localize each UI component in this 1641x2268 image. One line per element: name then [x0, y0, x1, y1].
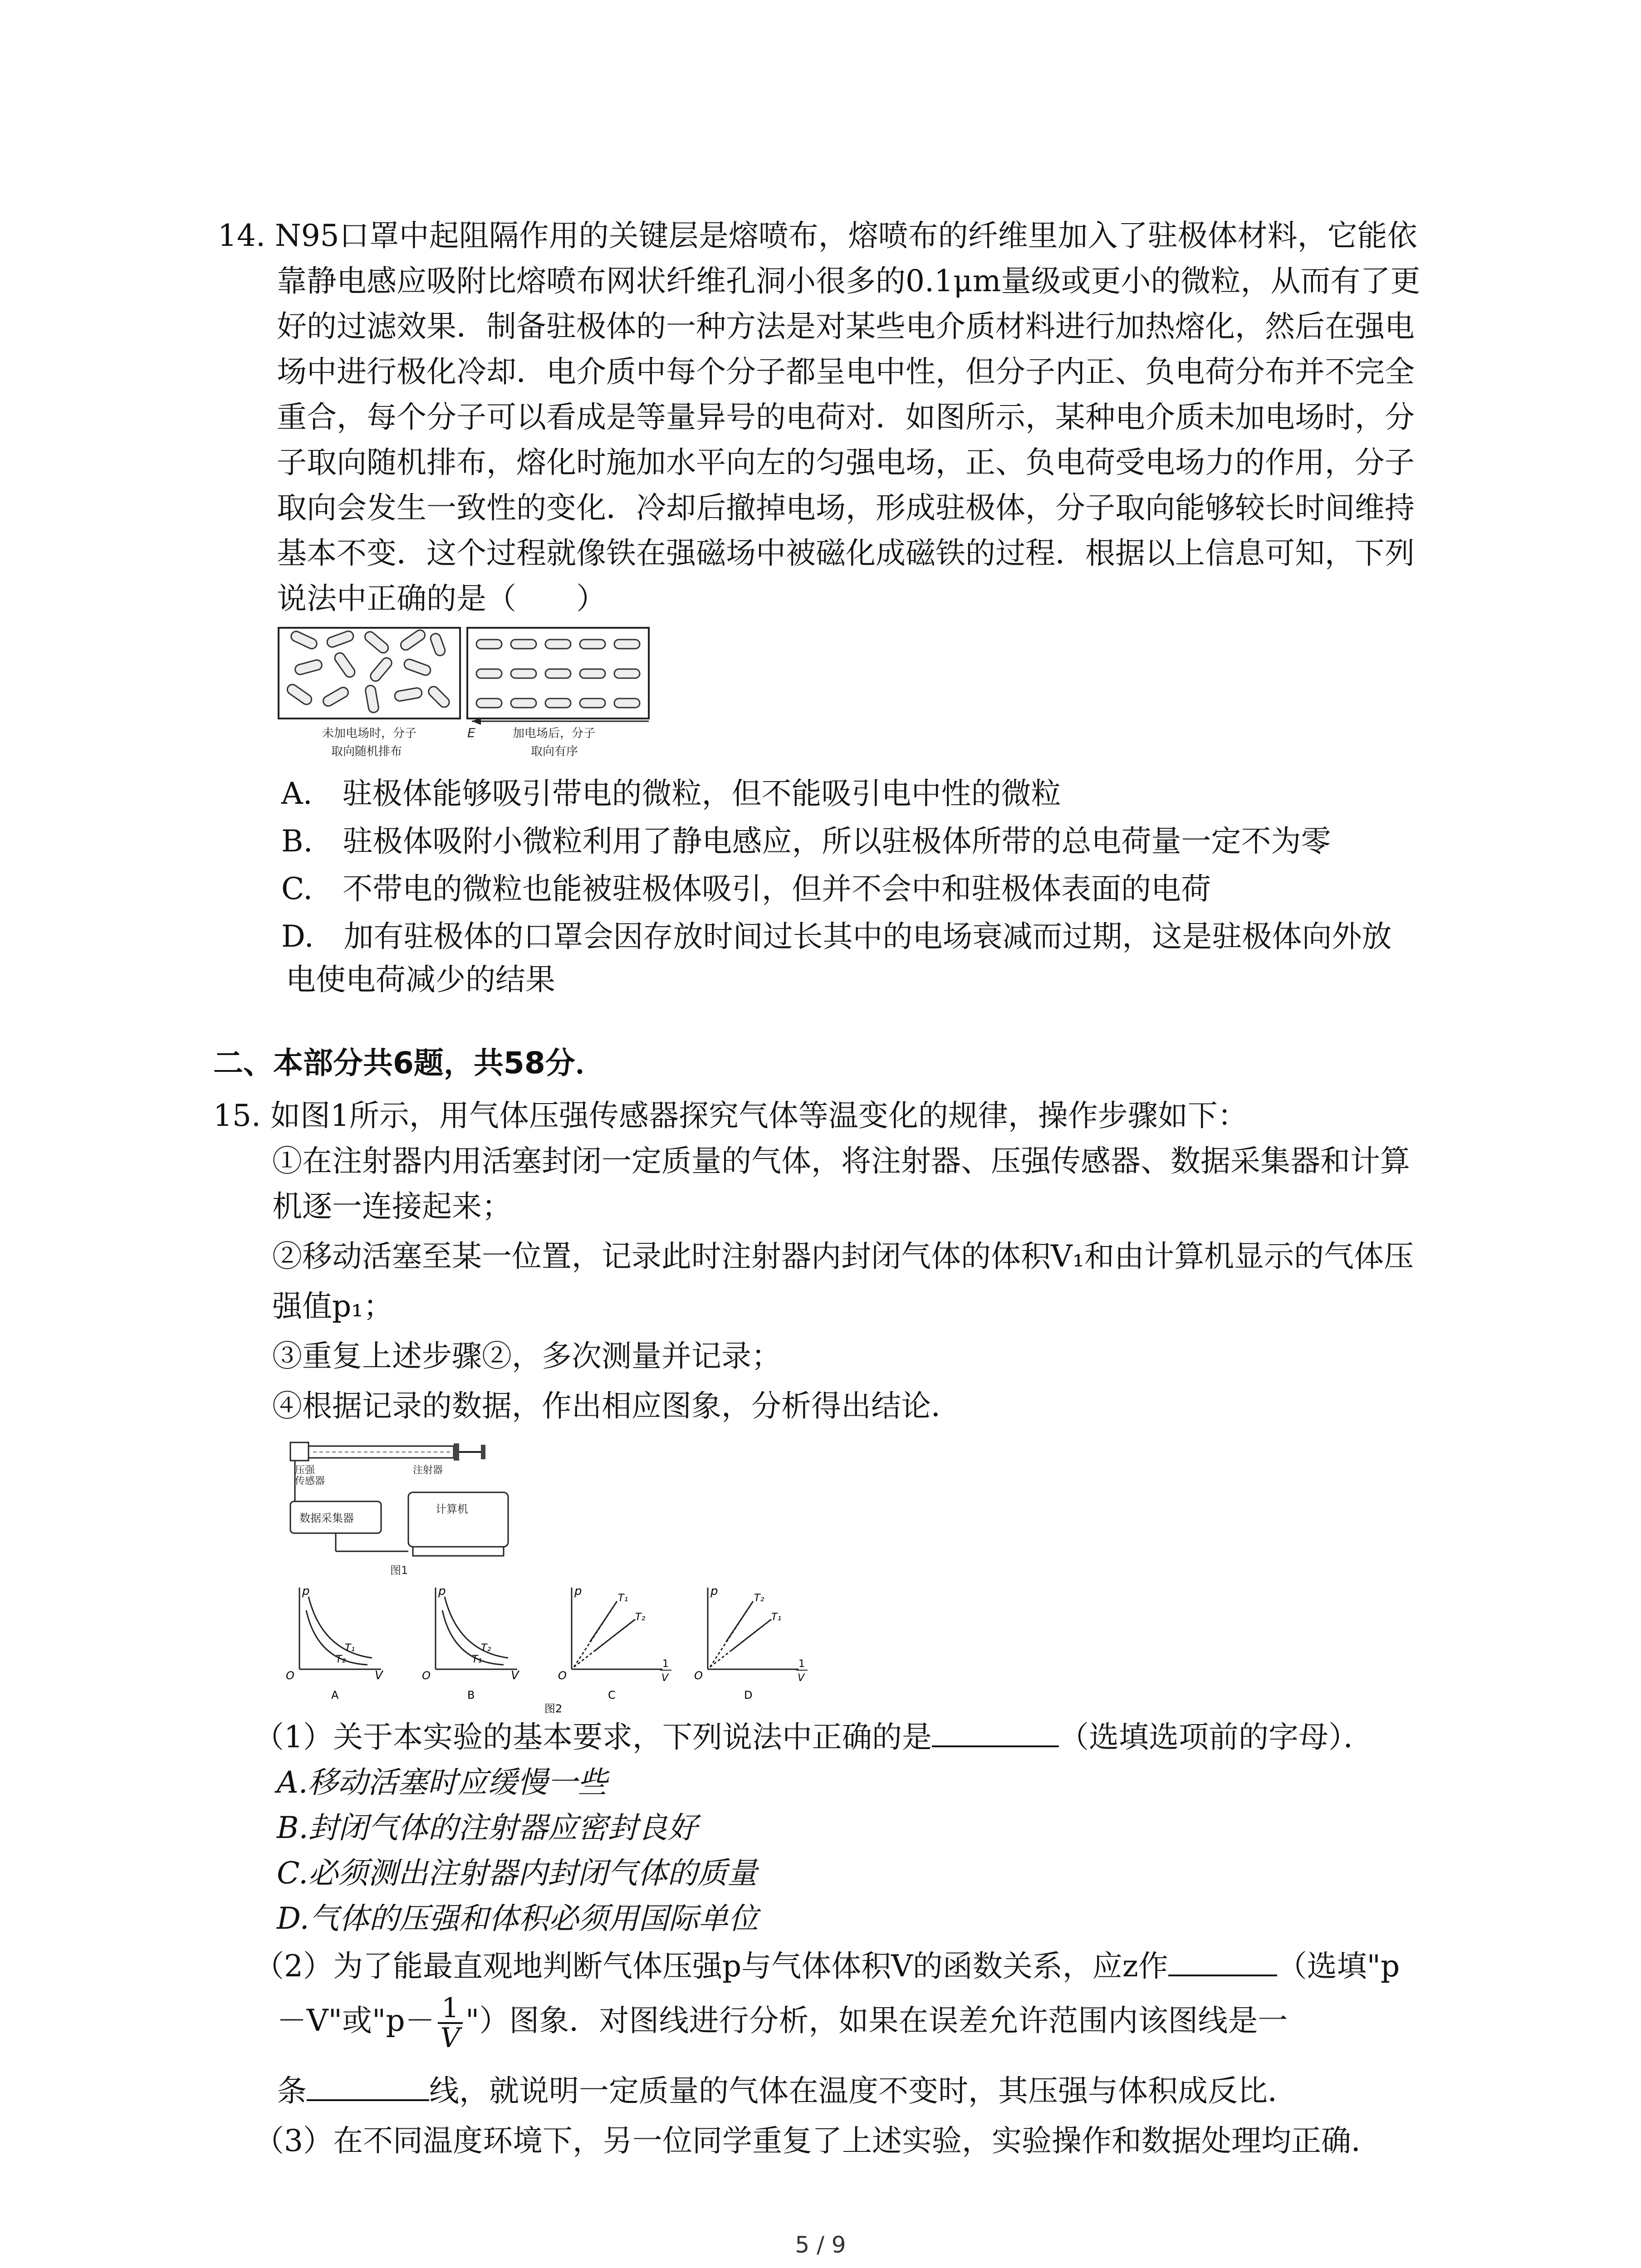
graph-a-origin: O — [286, 1669, 294, 1682]
left-caption-2: 取向随机排布 — [331, 745, 402, 758]
q15-step1b: 机逐一连接起来； — [272, 1189, 512, 1224]
page-number: 5 / 9 — [795, 2232, 846, 2258]
apparatus-figure — [281, 1433, 535, 1579]
q15-step1a: ①在注射器内用活塞封闭一定质量的气体，将注射器、压强传感器、数据采集器和计算 — [272, 1144, 1410, 1178]
graph-a-label: A — [331, 1689, 339, 1701]
q15-part2-text: （2）为了能最直观地判断气体压强p与气体体积V的函数关系，应z作 — [254, 1949, 1168, 1984]
graph-b-x: V — [511, 1669, 519, 1682]
graphs-figure — [272, 1579, 839, 1715]
q14-option-b: B. 驻极体吸附小微粒利用了静电感应，所以驻极体所带的总电荷量一定不为零 — [281, 824, 1331, 859]
q14-line-9: 说法中正确的是（ ） — [277, 581, 606, 616]
q14-line-1: 14. N95口罩中起阻隔作用的关键层是熔喷布，熔喷布的纤维里加入了驻极体材料，它能依 — [218, 218, 1417, 253]
computer-label: 计算机 — [436, 1503, 468, 1515]
fraction-denominator: V — [440, 2022, 460, 2054]
graph-d-t1: T₁ — [771, 1612, 782, 1623]
sensor-label-2: 传感器 — [295, 1476, 325, 1487]
q15-part1-option-a: A.移动活塞时应缓慢一些 — [277, 1765, 607, 1800]
figure-2-caption: 图2 — [544, 1702, 563, 1715]
graph-c — [558, 1584, 671, 1701]
q15-part2-line3b: 线，就说明一定质量的气体在温度不变时，其压强与体积成反比． — [429, 2073, 1298, 2108]
q15-part3: （3）在不同温度环境下，另一位同学重复了上述实验，实验操作和数据处理均正确． — [254, 2123, 1381, 2158]
q15-step4: ④根据记录的数据，作出相应图象，分析得出结论． — [272, 1388, 961, 1423]
graph-b-label: B — [467, 1689, 475, 1701]
q14-line-5: 重合，每个分子可以看成是等量异号的电荷对．如图所示，某种电介质未加电场时，分 — [277, 400, 1415, 435]
fraction-numerator: 1 — [438, 1994, 463, 2024]
q14-option-c: C. 不带电的微粒也能被驻极体吸引，但并不会中和驻极体表面的电荷 — [281, 871, 1211, 906]
graph-a-x: V — [375, 1669, 383, 1682]
graph-c-t2: T₂ — [635, 1612, 646, 1623]
graph-b-y: p — [438, 1584, 446, 1598]
graph-a-t1: T₁ — [345, 1642, 355, 1654]
graph-a-t2: T₂ — [336, 1654, 346, 1665]
field-label-e: E — [467, 725, 475, 740]
collector-label: 数据采集器 — [299, 1512, 354, 1525]
q14-line-2: 靠静电感应吸附比熔喷布网状纤维孔洞小很多的0.1μm量级或更小的微粒，从而有了更 — [277, 264, 1421, 298]
q15-part2-line1 — [254, 1944, 1400, 1989]
graph-c-x-den: V — [661, 1672, 669, 1684]
graph-c-t1: T₁ — [618, 1593, 628, 1604]
q15-part2-blank-2[interactable] — [307, 2069, 429, 2101]
q15-part1-option-b: B.封闭气体的注射器应密封良好 — [277, 1810, 698, 1845]
q15-part1-blank[interactable] — [932, 1716, 1059, 1747]
graph-d-origin: O — [694, 1669, 703, 1682]
graph-d-label: D — [744, 1689, 753, 1701]
graph-b — [422, 1584, 520, 1701]
left-caption-1: 未加电场时，分子 — [322, 727, 417, 740]
one-over-v-fraction — [438, 1994, 463, 2052]
q15-part1-text: （1）关于本实验的基本要求，下列说法中正确的是 — [254, 1720, 932, 1755]
q14-option-d-cont: 电使电荷减少的结果 — [286, 962, 555, 997]
q15-part2-line3 — [277, 2068, 1298, 2114]
q14-line-7: 取向会发生一致性的变化．冷却后撤掉电场，形成驻极体，分子取向能够较长时间维持 — [277, 490, 1415, 525]
syringe-label: 注射器 — [413, 1465, 443, 1476]
graph-c-y: p — [574, 1584, 582, 1598]
sensor-label-1: 压强 — [295, 1465, 315, 1476]
q15-part1-option-c: C.必须测出注射器内封闭气体的质量 — [277, 1856, 758, 1891]
q14-line-8: 基本不变．这个过程就像铁在强磁场中被磁化成磁铁的过程．根据以上信息可知，下列 — [277, 536, 1415, 571]
right-caption-1: 加电场后，分子 — [513, 727, 596, 740]
graph-c-origin: O — [558, 1669, 567, 1682]
graph-b-origin: O — [422, 1669, 431, 1682]
q15-part1-after: （选填选项前的字母）． — [1059, 1720, 1373, 1755]
q15-part2-after: （选填"p — [1277, 1949, 1400, 1984]
q15-step2a: ②移动活塞至某一位置，记录此时注射器内封闭气体的体积V₁和由计算机显示的气体压 — [272, 1239, 1414, 1274]
q14-line-4: 场中进行极化冷却．电介质中每个分子都呈电中性，但分子内正、负电荷分布并不完全 — [277, 354, 1415, 389]
q15-intro: 15. 如图1所示，用气体压强传感器探究气体等温变化的规律，操作步骤如下： — [213, 1098, 1248, 1133]
q15-part2-blank-1[interactable] — [1168, 1945, 1277, 1976]
q15-part2-line2a: －V"或"p－ — [277, 2003, 435, 2038]
graph-d — [694, 1584, 808, 1701]
graph-c-label: C — [608, 1689, 616, 1701]
right-caption-2: 取向有序 — [531, 745, 578, 758]
q14-line-6: 子取向随机排布，熔化时施加水平向左的匀强电场，正、负电荷受电场力的作用，分子 — [277, 445, 1415, 480]
graph-d-x-num: 1 — [798, 1658, 805, 1670]
graph-a — [286, 1584, 384, 1701]
graph-d-y: p — [710, 1584, 718, 1598]
q15-part1 — [254, 1715, 1373, 1760]
graph-d-t2: T₂ — [754, 1593, 764, 1604]
graph-b-t2: T₂ — [481, 1642, 491, 1654]
dielectric-figure — [277, 626, 653, 762]
graph-d-x-den: V — [798, 1672, 805, 1684]
q15-step3: ③重复上述步骤②，多次测量并记录； — [272, 1339, 781, 1374]
graph-c-x-num: 1 — [662, 1658, 669, 1670]
q15-step2b: 强值p₁； — [272, 1289, 393, 1324]
q15-part2-line2b: "）图象．对图线进行分析，如果在误差允许范围内该图线是一 — [465, 2003, 1288, 2038]
q15-part2-line2 — [277, 1989, 1288, 2053]
q15-part2-line3a: 条 — [277, 2073, 307, 2108]
graph-b-t1: T₁ — [472, 1654, 482, 1665]
q14-option-a: A. 驻极体能够吸引带电的微粒，但不能吸引电中性的微粒 — [281, 776, 1061, 811]
graph-a-y: p — [302, 1584, 310, 1598]
q15-part1-option-d: D.气体的压强和体积必须用国际单位 — [277, 1901, 759, 1936]
q14-option-d: D. 加有驻极体的口罩会因存放时间过长其中的电场衰减而过期，这是驻极体向外放 — [281, 919, 1392, 954]
section-2-heading: 二、本部分共6题，共58分． — [213, 1046, 605, 1080]
q14-line-3: 好的过滤效果．制备驻极体的一种方法是对某些电介质材料进行加热熔化，然后在强电 — [277, 309, 1415, 344]
figure-1-caption: 图1 — [390, 1564, 408, 1577]
